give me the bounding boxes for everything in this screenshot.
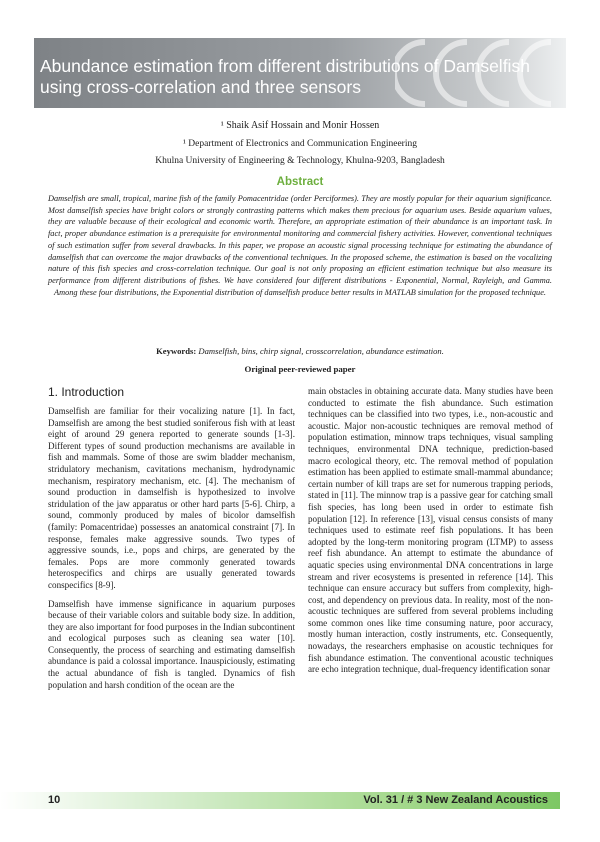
abstract-text: Damselfish are small, tropical, marine fish of the family Pomacentridae (order Perciformes). They are mostly popular for their aquarium significance. Most damselfish species have bright colors or strongly contrasting patterns which makes them precious for aquarium uses. Beside aquarium values, they are valuable because of their ecological and economic worth. Therefore, an appropriate estimation of their abundance is an important task. In fact, proper abundance estimation is a prerequisite for environmental monitoring and commercial fishery activities. However, conventional techniques of such estimation suffer from several drawbacks. In this paper, we propose an acoustic signal processing technique for estimating the abundance of damselfish that can overcome the major drawbacks of the conventional techniques. In the proposed scheme, the estimation is based on the vocalizing nature of this fish species and cross-correlation technique. Our goal is not only proposing an efficient estimation technique but also measure its performance from different distributions of fishes. We have considered four different distributions - Exponential, Normal, Rayleigh, and Gamma. Among these four distributions, the Exponential distribution of damselfish produce better results in MATLAB simulation for the proposed technique. xyxy=(48,194,552,297)
university: Khulna University of Engineering & Technology, Khulna-9203, Bangladesh xyxy=(155,156,445,166)
page-number: 10 xyxy=(48,794,61,806)
peer-review-note: Original peer-reviewed paper xyxy=(244,364,356,374)
authors: ¹ Shaik Asif Hossain and Monir Hossen xyxy=(220,120,380,131)
right-column xyxy=(308,386,553,683)
keywords xyxy=(40,346,560,356)
introduction-heading: 1. Introduction xyxy=(48,385,125,399)
paragraph: main obstacles in obtaining accurate data. Many studies have been conducted to estimate the fish abundance. Such estimation techniques can be classified into two types, i.e., non-acoustic and acoustic. Major non-acoustic techniques are removal method of population estimation, minnow traps techniques, visual sampling techniques, environmental DNA technique, prediction-based macro ecological theory, etc. The removal method of population estimation has been applied to estimate small-mammal abundance; certain number of kill traps are set for numerous trapping periods, stated in [11]. The minnow trap is a passive gear for catching small fish species, has long been used in order to estimate fish population [12]. In reference [13], visual census consists of many techniques used to estimate reef fish populations. It has been adopted by the long-term monitoring program (LTMP) to assess reef fish abundance. An attempt to estimate the abundance of aquatic species using environmental DNA concentrations in large stream and river ecosystems is presented in reference [14]. This technique can ensure accuracy but suffers from complexity, high-cost, and dependency on previous data. In reality, most of the non-acoustic techniques are suffered from several problems including some common ones like time consuming nature, poor accuracy, mostly human interaction, costly instruments, etc. Consequently, nowadays, the researchers emphasise on acoustic techniques for fish abundance estimation. The conventional acoustic techniques are echo integration technique, dual-frequency identification sonar xyxy=(308,386,553,675)
journal-info: Vol. 31 / # 3 New Zealand Acoustics xyxy=(363,794,548,806)
abstract-heading: Abstract xyxy=(276,176,324,188)
paper-title: Abundance estimation from different distributions of Damselfish using cross-correlation and three sensors xyxy=(40,56,530,97)
paragraph: Damselfish have immense significance in aquarium purposes because of their variable colors and suitable body size. In addition, they are also important for food purposes in the Indian subcontinent and ecological purposes such as cleaning sea water [10]. Consequently, the process of searching and estimating damselfish abundance is paid a colossal importance. Inauspiciously, estimating the actual abundance of fish is tangled. Dynamics of fish population and harsh condition of the ocean are the xyxy=(48,598,295,690)
left-column xyxy=(48,406,295,698)
keywords-label: Keywords: xyxy=(156,346,197,356)
department: ¹ Department of Electronics and Communication Engineering xyxy=(183,139,417,149)
paragraph: Damselfish are familiar for their vocalizing nature [1]. In fact, Damselfish are among the best studied soniferous fish with at least eight of around 29 genera reported to generate sounds [1-3]. Different types of sound production mechanisms are available in fish and mammals. Some of those are swim bladder mechanism, stridulatory mechanism, cavitations mechanism, hydrodynamic mechanism, respiratory mechanism, etc. [4]. The mechanism of sound production in damselfish is hypothesized to involve stridulation of the jaw apparatus or other hard parts [5-6]. Chirp, a sound, commonly produced by males of bicolor damselfish (family: Pomacentridae) possesses an anatomical constraint [7]. In response, females make aggressive sounds. Two types of aggressive sounds, i.e., pops and chirps, are generated by the females. Pops are more commonly generated towards heterospecifics and chirps are usually generated towards conspecifics [8-9]. xyxy=(48,406,295,590)
keywords-text: Damselfish, bins, chirp signal, crosscorrelation, abundance estimation. xyxy=(198,346,444,356)
